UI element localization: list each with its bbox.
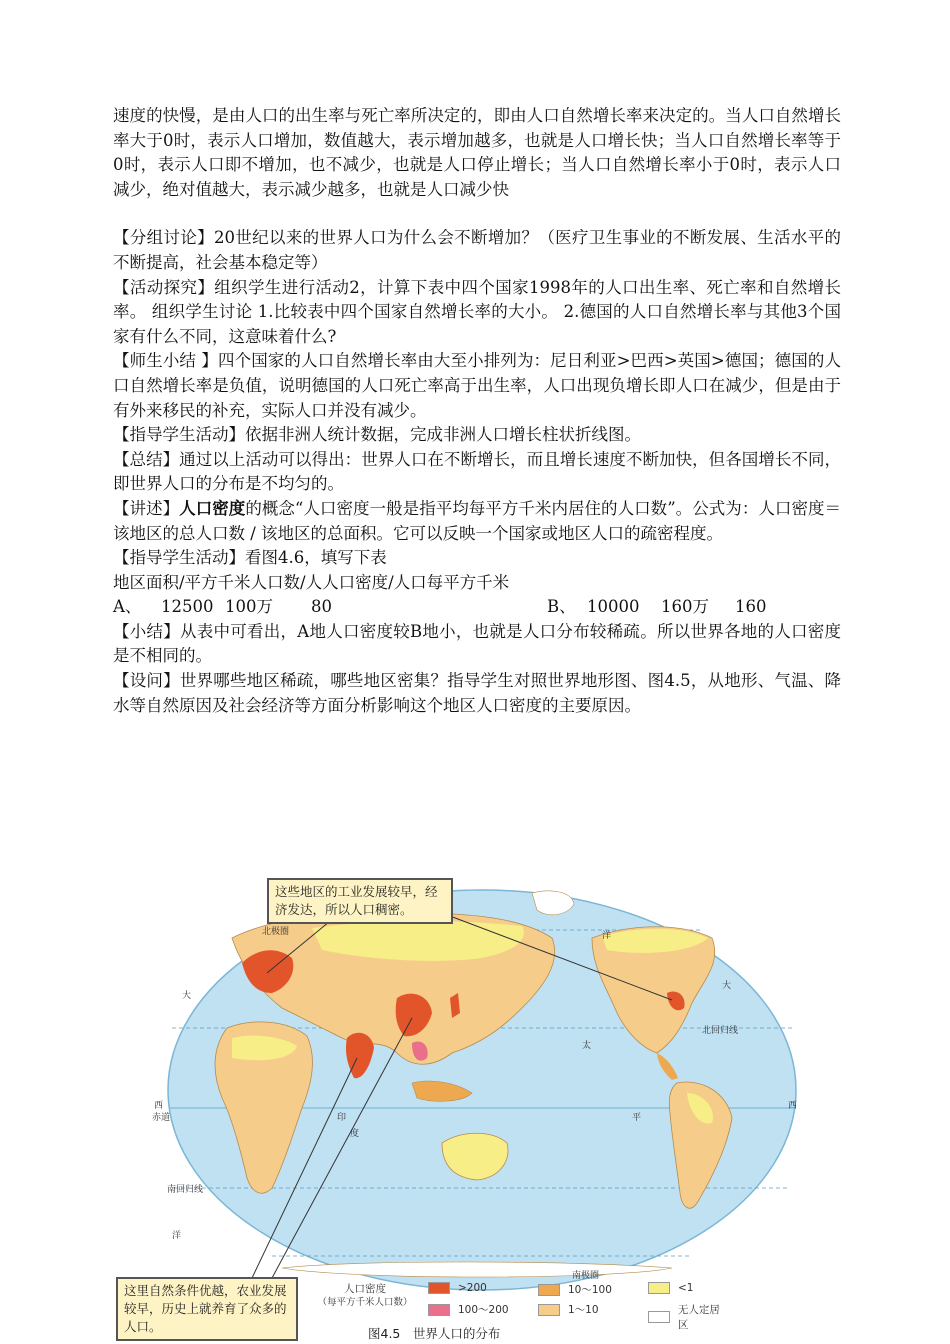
callout-agricultural-regions: 这里自然条件优越，农业发展较早，历史上就养育了众多的人口。 <box>116 1277 298 1341</box>
label-ping: 平 <box>632 1113 642 1123</box>
map-legend <box>310 1282 730 1331</box>
label-yang-1: 洋 <box>602 931 612 941</box>
legend-swatch <box>428 1282 450 1294</box>
label-da-1: 大 <box>182 991 192 1001</box>
label-xi-2: 西 <box>788 1101 798 1111</box>
legend-swatch <box>538 1304 560 1316</box>
label-xi-1: 西 <box>154 1101 164 1111</box>
world-map <box>112 868 802 1344</box>
legend-item-10-100: 10～100 <box>538 1282 612 1297</box>
callout-industrial-regions: 这些地区的工业发展较早，经济发达，所以人口稠密。 <box>267 878 453 924</box>
legend-item-100-200: 100～200 <box>428 1302 509 1317</box>
world-population-map-figure <box>112 868 802 1344</box>
paragraph-fill-table: 【指导学生活动】看图4.6，填写下表 <box>113 548 387 568</box>
legend-swatch <box>538 1284 560 1296</box>
table-header: 地区面积/平方千米人口数/人人口密度/人口每平方千米 <box>113 572 510 592</box>
label-yang-2: 洋 <box>172 1231 182 1241</box>
label-yin: 印 <box>337 1113 347 1123</box>
label-du: 度 <box>350 1129 360 1139</box>
label-antarctic-circle: 南极圈 <box>572 1271 600 1281</box>
paragraph-group-discussion: 【分组讨论】20世纪以来的世界人口为什么会不断增加？（医疗卫生事业的不断发展、生活水平的不断提高，社会基本稳定等） <box>113 228 841 272</box>
legend-item-uninhabited: 无人定居区 <box>648 1302 730 1332</box>
paragraph-summary: 【师生小结 】四个国家的人口自然增长率由大至小排列为：尼日利亚>巴西>英国>德国；德国的人口自然增长率是负值，说明德国的人口死亡率高于出生率，人口出现负增长即人口在减少，但是由于有外来移民的补充，实际人口并没有减少。 <box>113 351 841 420</box>
paragraph-guide-activity: 【指导学生活动】依据非洲人统计数据，完成非洲人口增长柱状折线图。 <box>113 425 641 445</box>
paragraph-small-summary: 【小结】从表中可看出，A地人口密度较B地小，也就是人口分布较稀疏。所以世界各地的人口密度是不相同的。 <box>113 621 841 666</box>
legend-item-1-10: 1～10 <box>538 1302 599 1317</box>
paragraph-question: 【设问】世界哪些地区稀疏，哪些地区密集？指导学生对照世界地形图、图4.5，从地形、气温、降水等自然原因及社会经济等方面分析影响这个地区人口密度的主要原因。 <box>113 671 841 715</box>
figure-caption: 图4.5 世界人口的分布 <box>368 1326 501 1341</box>
label-tai: 太 <box>582 1041 592 1051</box>
paragraph-activity-inquiry: 【活动探究】组织学生进行活动2，计算下表中四个国家1998年的人口出生率、死亡率和自然增长率。 组织学生讨论 1.比较表中四个国家自然增长率的大小。 2.德国的人口自然增长率与其他3个国家有什么不同，这意味着什么? <box>113 277 841 346</box>
label-tropic-cancer: 北回归线 <box>702 1026 739 1036</box>
label-da-2: 大 <box>722 981 732 991</box>
label-equator: 赤道 <box>152 1113 171 1123</box>
paragraph-density-concept: 【讲述】人口密度的概念“人口密度一般是指平均每平方千米内居住的人口数”。公式为：人口密度＝该地区的总人口数 / 该地区的总面积。它可以反映一个国家或地区人口的疏密程度。 <box>113 498 842 543</box>
legend-item-gt200: >200 <box>428 1282 487 1294</box>
legend-swatch <box>428 1304 450 1316</box>
paragraph-conclusion: 【总结】通过以上活动可以得出：世界人口在不断增长，而且增长速度不断加快，但各国增长不同，即世界人口的分布是不均匀的。 <box>113 449 841 494</box>
legend-item-lt1: <1 <box>648 1282 693 1294</box>
legend-swatch <box>648 1311 670 1323</box>
body-text <box>113 104 841 718</box>
table-row: A、 12500 100万 80 B、 10000 160万 160 <box>113 597 767 617</box>
legend-swatch <box>648 1282 670 1294</box>
paragraph-growth-rate: 速度的快慢，是由人口的出生率与死亡率所决定的，即由人口自然增长率来决定的。当人口自然增长率大于0时，表示人口增加，数值越大，表示增加越多，也就是人口增长快；当人口自然增长率等于0时，表示人口即不增加，也不减少，也就是人口停止增长；当人口自然增长率小于0时，表示人口减少，绝对值越大，表示减少越多，也就是人口减少快 <box>113 106 841 199</box>
label-tropic-capricorn: 南回归线 <box>167 1185 204 1195</box>
density-term: 人口密度 <box>179 498 246 518</box>
legend-title: 人口密度 （每平方千米人口数） <box>317 1283 413 1308</box>
label-arctic-circle: 北极圈 <box>262 927 290 937</box>
